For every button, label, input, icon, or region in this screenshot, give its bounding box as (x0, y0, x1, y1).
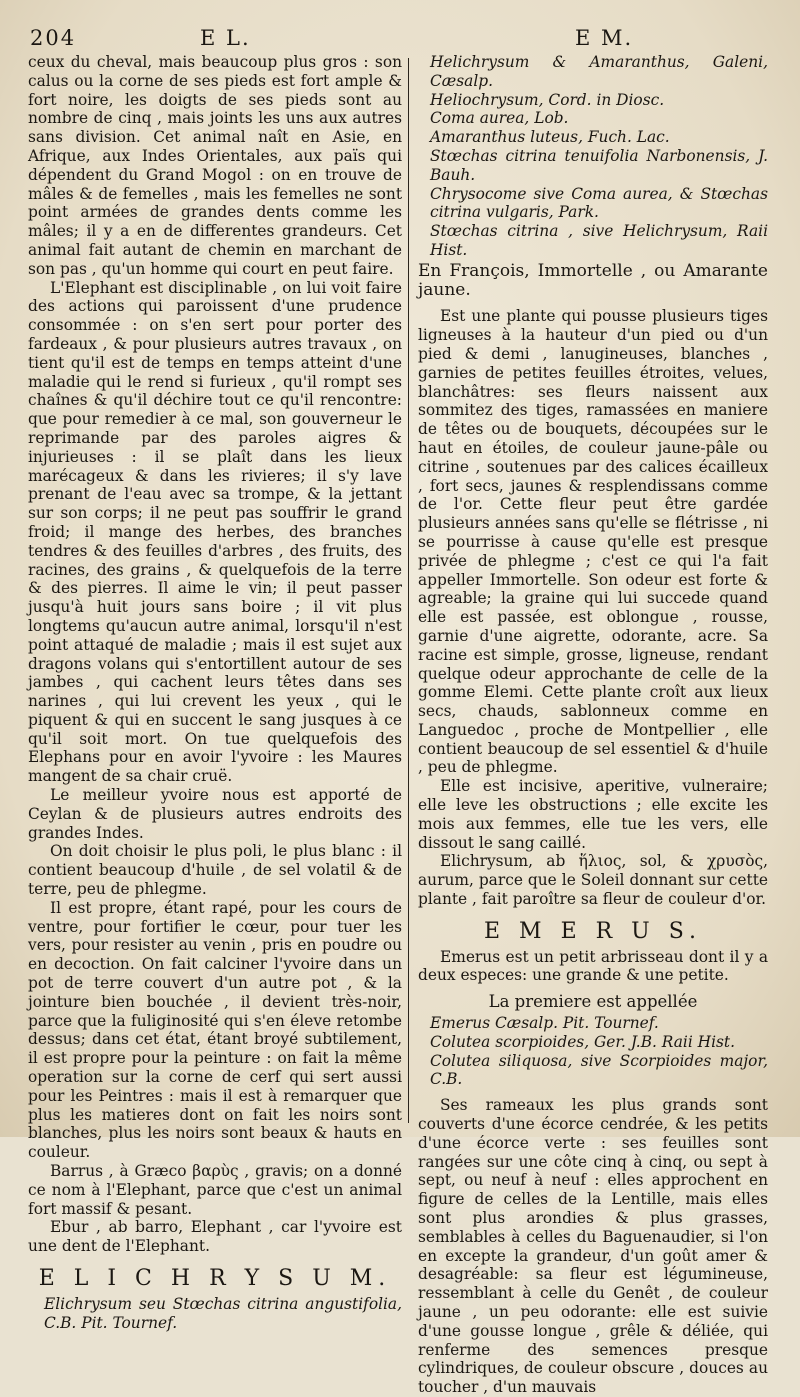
entry-title: E L I C H R Y S U M. (38, 1266, 392, 1291)
synonym: Colutea siliquosa, sive Scorpioides major, C.B. (430, 1051, 768, 1089)
paragraph: ceux du cheval, mais beaucoup plus gros : son calus ou la corne de ses pieds est fort ample & fort noire, les doigts de ses pieds sont au nombre de cinq , mais joints les uns aux autres sans division. Cet animal naît en Asie, en Afrique, aux Indes Orientales, aux païs qui dépendent du Grand Mogol : on en trouve de mâles & de femelles , mais les femelles ne sont point armées de grandes dents comme les mâles; il y a en de differentes grandeurs. Cet animal fait autant de chemin en marchant de son pas , qu'un homme qui court en peut faire. (28, 53, 402, 278)
paragraph: Ses rameaux les plus grands sont couverts d'une écorce cendrée, & les petits d'une écorce verte : ses feuilles sont rangées sur une côte cinq à cinq, ou sept à sept, ou neuf à neuf : elles approchent en figure de celles de la Lentille, mais elles sont plus arondies & plus grasses, semblables à celles du Baguenaudier, si l'on en excepte la grandeur, d'un goût amer & desagréable: sa fleur est légumineuse, ressemblant à celle du Genêt , de couleur jaune , un peu odorante: elle est suivie d'une gousse longue , grêle & déliée, qui renferme des semences presque cylindriques, de couleur obscure , douces au toucher , d'un mauvais (418, 1096, 768, 1397)
right-column (418, 53, 768, 1397)
paragraph: Est une plante qui pousse plusieurs tiges ligneuses à la hauteur d'un pied ou d'un pied & demi , lanugineuses, blanches , garnies de petites feuilles étroites, velues, blanchâtres: ses fleurs naissent aux sommitez des tiges, ramassées en maniere de têtes ou de bouquets, découpées sur le haut en étoiles, de couleur jaune-pâle ou citrine , soutenues par des calices écailleux , fort secs, jaunes & resplendissans comme de l'or. Cette fleur peut être gardée plusieurs années sans qu'elle se flétrisse , ni se pourrisse à cause qu'elle est presque privée de phlegme ; c'est ce qui l'a fait appeller Immortelle. Son odeur est forte & agreable; la graine qui lui succede quand elle est passée, est oblongue , rousse, garnie d'une aigrette, odorante, acre. Sa racine est simple, grosse, ligneuse, rendant quelque odeur approchante de celle de la gomme Elemi. Cette plante croît aux lieux secs, chauds, sablonneux comme en Languedoc , proche de Montpellier , elle contient beaucoup de sel essentiel & d'huile , peu de phlegme. (418, 307, 768, 777)
synonym: Amaranthus luteus, Fuch. Lac. (430, 128, 670, 147)
synonym: Helichrysum & Amaranthus, Galeni, Cæsalp. (430, 53, 768, 90)
etymology: Barrus , à Græco βαρὺς , gravis; on a donné ce nom à l'Elephant, parce que c'est un animal fort massif & pesant. (28, 1162, 402, 1218)
running-head-right: E M. (575, 26, 634, 50)
etymology: Elichrysum, ab ἥλιος, sol, & χρυσὸς, aurum, parce que le Soleil donnant sur cette plante , fait paroître sa fleur de couleur d'or. (418, 852, 768, 909)
paragraph: Il est propre, étant rapé, pour les cours de ventre, pour fortifier le cœur, pour tuer les vers, pour resister au venin , pris en poudre ou en decoction. On fait calciner l'yvoire dans un pot de terre couvert d'un autre pot , & la jointure bien bouchée , il devient très-noir, parce que la fuliginosité qui s'en éleve retombe dessus; dans cet état, étant broyé subtilement, il est propre pour la peinture : on fait la même operation sur la corne de cerf qui sert aussi pour les Peintres : mais il est à remarquer que plus les matieres dont on fait les noirs sont blanches, plus les noirs sont beaux & hauts en couleur. (28, 898, 402, 1162)
synonym: Stœchas citrina , sive Helichrysum, Raii Hist. (430, 222, 768, 259)
synonym: Elichrysum seu Stœchas citrina angustifolia, C.B. Pit. Tournef. (44, 1294, 402, 1332)
french-name: En François, Immortelle , ou Amarante jaune. (418, 260, 768, 300)
paragraph: L'Elephant est disciplinable , on lui voit faire des actions qui paroissent d'une prudence consommée : on s'en sert pour porter des fardeaux , & pour plusieurs autres travaux , on tient qu'il est de temps en temps atteint d'une maladie qui le rend si furieux , qu'il rompt ses chaînes & qu'il déchire tout ce qu'il rencontre: que pour remedier à ce mal, son gouverneur le reprimande par des paroles aigres & injurieuses : il se plaît dans les lieux marécageux & dans les rivieres; il s'y lave prenant de l'eau avec sa trompe, & la jettant sur son corps; il ne peut pas souffrir le grand froid; il mange des herbes, des branches tendres & des feuilles d'arbres , des fruits, des racines, des grains , & quelquefois de la terre & des pierres. Il aime le vin; il peut passer jusqu'à huit jours sans boire ; il vit plus longtems qu'aucun autre animal, lorsqu'il n'est point attaqué de maladie ; mais il est sujet aux dragons volans qui s'entortillent autour de ses jambes , qui cachent leurs têtes dans ses narines , qui lui crevent les yeux , qui le piquent & qui en succent le sang jusques à ce qu'il soit mort. On tue quelquefois des Elephans pour en avoir l'yvoire : les Maures mangent de sa chair cruë. (28, 278, 402, 786)
synonym: Stœchas citrina tenuifolia Narbonensis, J. Bauh. (430, 146, 768, 184)
page-number: 204 (30, 26, 77, 50)
paragraph: Emerus est un petit arbrisseau dont il y a deux especes: une grande & une petite. (418, 947, 768, 985)
synonym: Chrysocome sive Coma aurea, & Stœchas citrina vulgaris, Park. (430, 184, 768, 222)
etymology: Ebur , ab barro, Elephant , car l'yvoire est une dent de l'Elephant. (28, 1218, 402, 1256)
entry-title: E M E R U S. (484, 918, 702, 944)
running-head-left: E L. (200, 26, 251, 50)
running-head (0, 26, 800, 52)
synonym: Emerus Cæsalp. Pit. Tournef. (430, 1014, 659, 1033)
paragraph: Elle est incisive, aperitive, vulneraire; elle leve les obstructions ; elle excite les mois aux femmes, elle tue les vers, elle dissout le sang caillé. (418, 777, 768, 852)
column-divider (408, 58, 409, 1123)
paragraph: On doit choisir le plus poli, le plus blanc : il contient beaucoup d'huile , de sel volatil & de terre, peu de phlegme. (28, 842, 402, 899)
sub-heading: La premiere est appellée (488, 992, 698, 1012)
synonym: Heliochrysum, Cord. in Diosc. (430, 90, 665, 109)
synonym: Colutea scorpioides, Ger. J.B. Raii Hist. (430, 1032, 735, 1051)
synonym: Coma aurea, Lob. (430, 109, 569, 128)
paragraph: Le meilleur yvoire nous est apporté de Ceylan & de plusieurs autres endroits des grandes Indes. (28, 786, 402, 842)
left-column (28, 53, 402, 1332)
